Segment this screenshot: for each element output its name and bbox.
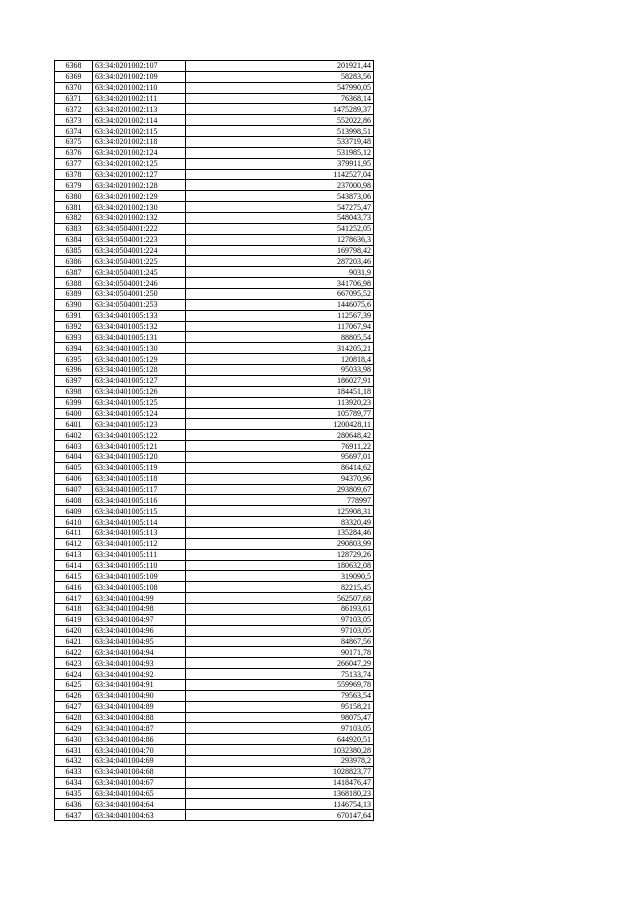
value-cell: 58283,56 — [186, 71, 374, 82]
value-cell: 86414,62 — [186, 462, 374, 473]
table-row — [55, 701, 374, 712]
cadastral-number-cell: 63:34:0401004:87 — [93, 723, 186, 734]
row-number-cell: 6374 — [55, 126, 93, 137]
cadastral-number-cell: 63:34:0504001:223 — [93, 234, 186, 245]
row-number-cell: 6399 — [55, 397, 93, 408]
row-number-cell: 6379 — [55, 180, 93, 191]
table-row — [55, 625, 374, 636]
cadastral-number-cell: 63:34:0401004:90 — [93, 690, 186, 701]
row-number-cell: 6384 — [55, 234, 93, 245]
table-row — [55, 267, 374, 278]
table-row — [55, 430, 374, 441]
table-row — [55, 278, 374, 289]
row-number-cell: 6413 — [55, 549, 93, 560]
row-number-cell: 6416 — [55, 582, 93, 593]
value-cell: 237000,98 — [186, 180, 374, 191]
value-cell: 94370,96 — [186, 473, 374, 484]
table-row — [55, 245, 374, 256]
cadastral-number-cell: 63:34:0401005:116 — [93, 495, 186, 506]
cadastral-number-cell: 63:34:0401005:115 — [93, 506, 186, 517]
row-number-cell: 6418 — [55, 603, 93, 614]
table-row — [55, 115, 374, 126]
cadastral-number-cell: 63:34:0201002:114 — [93, 115, 186, 126]
table-row — [55, 180, 374, 191]
table-row — [55, 473, 374, 484]
cadastral-number-cell: 63:34:0401004:68 — [93, 766, 186, 777]
cadastral-number-cell: 63:34:0201002:124 — [93, 147, 186, 158]
cadastral-number-cell: 63:34:0401004:95 — [93, 636, 186, 647]
row-number-cell: 6400 — [55, 408, 93, 419]
value-cell: 293809,67 — [186, 484, 374, 495]
table-row — [55, 734, 374, 745]
cadastral-number-cell: 63:34:0504001:253 — [93, 299, 186, 310]
row-number-cell: 6371 — [55, 93, 93, 104]
row-number-cell: 6406 — [55, 473, 93, 484]
row-number-cell: 6373 — [55, 115, 93, 126]
value-cell: 266047,29 — [186, 658, 374, 669]
row-number-cell: 6407 — [55, 484, 93, 495]
value-cell: 1475289,37 — [186, 104, 374, 115]
table-row — [55, 484, 374, 495]
row-number-cell: 6435 — [55, 788, 93, 799]
row-number-cell: 6398 — [55, 386, 93, 397]
value-cell: 76911,22 — [186, 441, 374, 452]
cadastral-number-cell: 63:34:0401004:70 — [93, 745, 186, 756]
row-number-cell: 6394 — [55, 343, 93, 354]
value-cell: 186027,91 — [186, 375, 374, 386]
value-cell: 76368,14 — [186, 93, 374, 104]
row-number-cell: 6380 — [55, 191, 93, 202]
table-row — [55, 593, 374, 604]
table-row — [55, 451, 374, 462]
cadastral-number-cell: 63:34:0401004:86 — [93, 734, 186, 745]
row-number-cell: 6386 — [55, 256, 93, 267]
cadastral-number-cell: 63:34:0401005:128 — [93, 365, 186, 376]
table-row — [55, 223, 374, 234]
table-row — [55, 582, 374, 593]
value-cell: 128729,26 — [186, 549, 374, 560]
value-cell: 314205,21 — [186, 343, 374, 354]
table-row — [55, 234, 374, 245]
cadastral-number-cell: 63:34:0201002:115 — [93, 126, 186, 137]
table-row — [55, 712, 374, 723]
table-row — [55, 571, 374, 582]
table-row — [55, 321, 374, 332]
table-row — [55, 386, 374, 397]
row-number-cell: 6396 — [55, 365, 93, 376]
value-cell: 552022,86 — [186, 115, 374, 126]
cadastral-number-cell: 63:34:0504001:222 — [93, 223, 186, 234]
cadastral-number-cell: 63:34:0201002:118 — [93, 137, 186, 148]
value-cell: 1028823,77 — [186, 766, 374, 777]
table-row — [55, 690, 374, 701]
row-number-cell: 6370 — [55, 82, 93, 93]
row-number-cell: 6430 — [55, 734, 93, 745]
cadastral-number-cell: 63:34:0401005:109 — [93, 571, 186, 582]
table-row — [55, 462, 374, 473]
cadastral-number-cell: 63:34:0401004:63 — [93, 810, 186, 821]
cadastral-number-cell: 63:34:0504001:224 — [93, 245, 186, 256]
row-number-cell: 6368 — [55, 61, 93, 72]
cadastral-number-cell: 63:34:0401005:118 — [93, 473, 186, 484]
value-cell: 670147,64 — [186, 810, 374, 821]
value-cell: 83320,49 — [186, 517, 374, 528]
table-row — [55, 419, 374, 430]
table-row — [55, 549, 374, 560]
value-cell: 280648,42 — [186, 430, 374, 441]
value-cell: 287203,46 — [186, 256, 374, 267]
cadastral-number-cell: 63:34:0401004:94 — [93, 647, 186, 658]
cadastral-number-cell: 63:34:0401005:122 — [93, 430, 186, 441]
cadastral-number-cell: 63:34:0401005:119 — [93, 462, 186, 473]
table-row — [55, 603, 374, 614]
cadastral-number-cell: 63:34:0201002:111 — [93, 93, 186, 104]
value-cell: 125908,31 — [186, 506, 374, 517]
cadastral-number-cell: 63:34:0401005:121 — [93, 441, 186, 452]
cadastral-number-cell: 63:34:0401004:99 — [93, 593, 186, 604]
value-cell: 1368180,23 — [186, 788, 374, 799]
row-number-cell: 6427 — [55, 701, 93, 712]
cadastral-number-cell: 63:34:0401004:91 — [93, 679, 186, 690]
table-row — [55, 408, 374, 419]
table-row — [55, 93, 374, 104]
table-row — [55, 636, 374, 647]
table-row — [55, 61, 374, 72]
cadastral-number-cell: 63:34:0201002:129 — [93, 191, 186, 202]
row-number-cell: 6378 — [55, 169, 93, 180]
cadastral-number-cell: 63:34:0401004:98 — [93, 603, 186, 614]
row-number-cell: 6397 — [55, 375, 93, 386]
row-number-cell: 6411 — [55, 527, 93, 538]
cadastral-number-cell: 63:34:0201002:127 — [93, 169, 186, 180]
row-number-cell: 6389 — [55, 289, 93, 300]
cadastral-number-cell: 63:34:0201002:109 — [93, 71, 186, 82]
row-number-cell: 6437 — [55, 810, 93, 821]
row-number-cell: 6410 — [55, 517, 93, 528]
value-cell: 778997 — [186, 495, 374, 506]
row-number-cell: 6402 — [55, 430, 93, 441]
value-cell: 533719,48 — [186, 137, 374, 148]
value-cell: 644920,51 — [186, 734, 374, 745]
row-number-cell: 6419 — [55, 614, 93, 625]
value-cell: 9031,9 — [186, 267, 374, 278]
value-cell: 184451,18 — [186, 386, 374, 397]
value-cell: 117067,94 — [186, 321, 374, 332]
value-cell: 97103,05 — [186, 625, 374, 636]
cadastral-value-table — [54, 60, 374, 821]
table-row — [55, 365, 374, 376]
table-row — [55, 256, 374, 267]
value-cell: 531985,12 — [186, 147, 374, 158]
cadastral-number-cell: 63:34:0401005:114 — [93, 517, 186, 528]
cadastral-number-cell: 63:34:0401005:130 — [93, 343, 186, 354]
cadastral-number-cell: 63:34:0201002:130 — [93, 202, 186, 213]
value-cell: 1278636,3 — [186, 234, 374, 245]
cadastral-number-cell: 63:34:0201002:125 — [93, 158, 186, 169]
row-number-cell: 6388 — [55, 278, 93, 289]
table-row — [55, 756, 374, 767]
row-number-cell: 6369 — [55, 71, 93, 82]
cadastral-number-cell: 63:34:0401005:124 — [93, 408, 186, 419]
value-cell: 88805,54 — [186, 332, 374, 343]
row-number-cell: 6387 — [55, 267, 93, 278]
row-number-cell: 6390 — [55, 299, 93, 310]
value-cell: 169798,42 — [186, 245, 374, 256]
table-row — [55, 560, 374, 571]
cadastral-number-cell: 63:34:0201002:113 — [93, 104, 186, 115]
cadastral-number-cell: 63:34:0401004:89 — [93, 701, 186, 712]
table-row — [55, 647, 374, 658]
table-row — [55, 202, 374, 213]
value-cell: 547275,47 — [186, 202, 374, 213]
cadastral-number-cell: 63:34:0201002:132 — [93, 213, 186, 224]
value-cell: 75133,74 — [186, 669, 374, 680]
value-cell: 1146754,13 — [186, 799, 374, 810]
value-cell: 1142527,04 — [186, 169, 374, 180]
table-row — [55, 310, 374, 321]
table-row — [55, 299, 374, 310]
table-row — [55, 126, 374, 137]
row-number-cell: 6431 — [55, 745, 93, 756]
value-cell: 667095,52 — [186, 289, 374, 300]
cadastral-number-cell: 63:34:0401005:111 — [93, 549, 186, 560]
table-row — [55, 517, 374, 528]
row-number-cell: 6382 — [55, 213, 93, 224]
value-cell: 293978,2 — [186, 756, 374, 767]
value-cell: 541252,05 — [186, 223, 374, 234]
row-number-cell: 6393 — [55, 332, 93, 343]
table-row — [55, 289, 374, 300]
cadastral-number-cell: 63:34:0401004:88 — [93, 712, 186, 723]
cadastral-number-cell: 63:34:0401004:67 — [93, 777, 186, 788]
table-row — [55, 723, 374, 734]
row-number-cell: 6414 — [55, 560, 93, 571]
cadastral-number-cell: 63:34:0401004:92 — [93, 669, 186, 680]
table-row — [55, 343, 374, 354]
value-cell: 1200428,11 — [186, 419, 374, 430]
row-number-cell: 6436 — [55, 799, 93, 810]
value-cell: 90171,78 — [186, 647, 374, 658]
cadastral-number-cell: 63:34:0401004:69 — [93, 756, 186, 767]
value-cell: 547990,05 — [186, 82, 374, 93]
value-cell: 95158,21 — [186, 701, 374, 712]
cadastral-number-cell: 63:34:0401005:117 — [93, 484, 186, 495]
value-cell: 135284,46 — [186, 527, 374, 538]
cadastral-number-cell: 63:34:0201002:107 — [93, 61, 186, 72]
table-row — [55, 397, 374, 408]
row-number-cell: 6428 — [55, 712, 93, 723]
row-number-cell: 6372 — [55, 104, 93, 115]
row-number-cell: 6429 — [55, 723, 93, 734]
value-cell: 120818,4 — [186, 354, 374, 365]
row-number-cell: 6426 — [55, 690, 93, 701]
value-cell: 86193,61 — [186, 603, 374, 614]
cadastral-number-cell: 63:34:0401004:96 — [93, 625, 186, 636]
row-number-cell: 6433 — [55, 766, 93, 777]
row-number-cell: 6405 — [55, 462, 93, 473]
value-cell: 319090,5 — [186, 571, 374, 582]
row-number-cell: 6381 — [55, 202, 93, 213]
table-row — [55, 669, 374, 680]
value-cell: 559969,78 — [186, 679, 374, 690]
cadastral-number-cell: 63:34:0401005:126 — [93, 386, 186, 397]
table-row — [55, 71, 374, 82]
row-number-cell: 6434 — [55, 777, 93, 788]
cadastral-number-cell: 63:34:0401005:108 — [93, 582, 186, 593]
table-row — [55, 147, 374, 158]
table-row — [55, 538, 374, 549]
value-cell: 112567,39 — [186, 310, 374, 321]
value-cell: 543873,06 — [186, 191, 374, 202]
value-cell: 82215,45 — [186, 582, 374, 593]
cadastral-number-cell: 63:34:0401005:127 — [93, 375, 186, 386]
row-number-cell: 6401 — [55, 419, 93, 430]
cadastral-number-cell: 63:34:0401004:64 — [93, 799, 186, 810]
row-number-cell: 6383 — [55, 223, 93, 234]
cadastral-number-cell: 63:34:0401005:110 — [93, 560, 186, 571]
cadastral-number-cell: 63:34:0401004:93 — [93, 658, 186, 669]
value-cell: 1446075,6 — [186, 299, 374, 310]
table-row — [55, 82, 374, 93]
row-number-cell: 6432 — [55, 756, 93, 767]
table-row — [55, 495, 374, 506]
cadastral-number-cell: 63:34:0201002:128 — [93, 180, 186, 191]
row-number-cell: 6417 — [55, 593, 93, 604]
row-number-cell: 6424 — [55, 669, 93, 680]
row-number-cell: 6392 — [55, 321, 93, 332]
table-row — [55, 158, 374, 169]
cadastral-number-cell: 63:34:0504001:225 — [93, 256, 186, 267]
value-cell: 105789,77 — [186, 408, 374, 419]
cadastral-number-cell: 63:34:0401005:131 — [93, 332, 186, 343]
value-cell: 95697,01 — [186, 451, 374, 462]
table-row — [55, 506, 374, 517]
table-row — [55, 104, 374, 115]
row-number-cell: 6409 — [55, 506, 93, 517]
value-cell: 180632,08 — [186, 560, 374, 571]
row-number-cell: 6423 — [55, 658, 93, 669]
table-row — [55, 658, 374, 669]
table-row — [55, 441, 374, 452]
row-number-cell: 6408 — [55, 495, 93, 506]
value-cell: 201921,44 — [186, 61, 374, 72]
table-row — [55, 332, 374, 343]
value-cell: 379911,95 — [186, 158, 374, 169]
table-row — [55, 137, 374, 148]
value-cell: 97103,05 — [186, 614, 374, 625]
value-cell: 1418476,47 — [186, 777, 374, 788]
value-cell: 513998,51 — [186, 126, 374, 137]
table-row — [55, 766, 374, 777]
table-row — [55, 169, 374, 180]
table-row — [55, 213, 374, 224]
cadastral-number-cell: 63:34:0401005:112 — [93, 538, 186, 549]
cadastral-number-cell: 63:34:0201002:110 — [93, 82, 186, 93]
table-row — [55, 745, 374, 756]
cadastral-number-cell: 63:34:0504001:245 — [93, 267, 186, 278]
row-number-cell: 6375 — [55, 137, 93, 148]
value-cell: 79563,54 — [186, 690, 374, 701]
cadastral-number-cell: 63:34:0401005:123 — [93, 419, 186, 430]
value-cell: 1032380,28 — [186, 745, 374, 756]
table-row — [55, 810, 374, 821]
cadastral-number-cell: 63:34:0401005:133 — [93, 310, 186, 321]
table-row — [55, 679, 374, 690]
table-row — [55, 777, 374, 788]
row-number-cell: 6395 — [55, 354, 93, 365]
cadastral-number-cell: 63:34:0401004:97 — [93, 614, 186, 625]
table-row — [55, 614, 374, 625]
row-number-cell: 6403 — [55, 441, 93, 452]
table-row — [55, 191, 374, 202]
value-cell: 95033,98 — [186, 365, 374, 376]
value-cell: 562507,68 — [186, 593, 374, 604]
row-number-cell: 6420 — [55, 625, 93, 636]
table-row — [55, 375, 374, 386]
row-number-cell: 6425 — [55, 679, 93, 690]
cadastral-number-cell: 63:34:0401005:132 — [93, 321, 186, 332]
cadastral-number-cell: 63:34:0401005:125 — [93, 397, 186, 408]
row-number-cell: 6415 — [55, 571, 93, 582]
cadastral-number-cell: 63:34:0401005:113 — [93, 527, 186, 538]
value-cell: 290803,99 — [186, 538, 374, 549]
value-cell: 548043,73 — [186, 213, 374, 224]
table-row — [55, 354, 374, 365]
row-number-cell: 6376 — [55, 147, 93, 158]
value-cell: 113920,23 — [186, 397, 374, 408]
cadastral-number-cell: 63:34:0401004:65 — [93, 788, 186, 799]
table-row — [55, 788, 374, 799]
value-cell: 98075,47 — [186, 712, 374, 723]
table-body — [55, 61, 374, 821]
table-row — [55, 527, 374, 538]
row-number-cell: 6385 — [55, 245, 93, 256]
row-number-cell: 6421 — [55, 636, 93, 647]
row-number-cell: 6391 — [55, 310, 93, 321]
table-row — [55, 799, 374, 810]
value-cell: 84867,56 — [186, 636, 374, 647]
row-number-cell: 6404 — [55, 451, 93, 462]
cadastral-number-cell: 63:34:0504001:250 — [93, 289, 186, 300]
value-cell: 97103,05 — [186, 723, 374, 734]
cadastral-number-cell: 63:34:0401005:129 — [93, 354, 186, 365]
value-cell: 341706,98 — [186, 278, 374, 289]
row-number-cell: 6377 — [55, 158, 93, 169]
row-number-cell: 6412 — [55, 538, 93, 549]
cadastral-number-cell: 63:34:0504001:246 — [93, 278, 186, 289]
row-number-cell: 6422 — [55, 647, 93, 658]
cadastral-number-cell: 63:34:0401005:120 — [93, 451, 186, 462]
